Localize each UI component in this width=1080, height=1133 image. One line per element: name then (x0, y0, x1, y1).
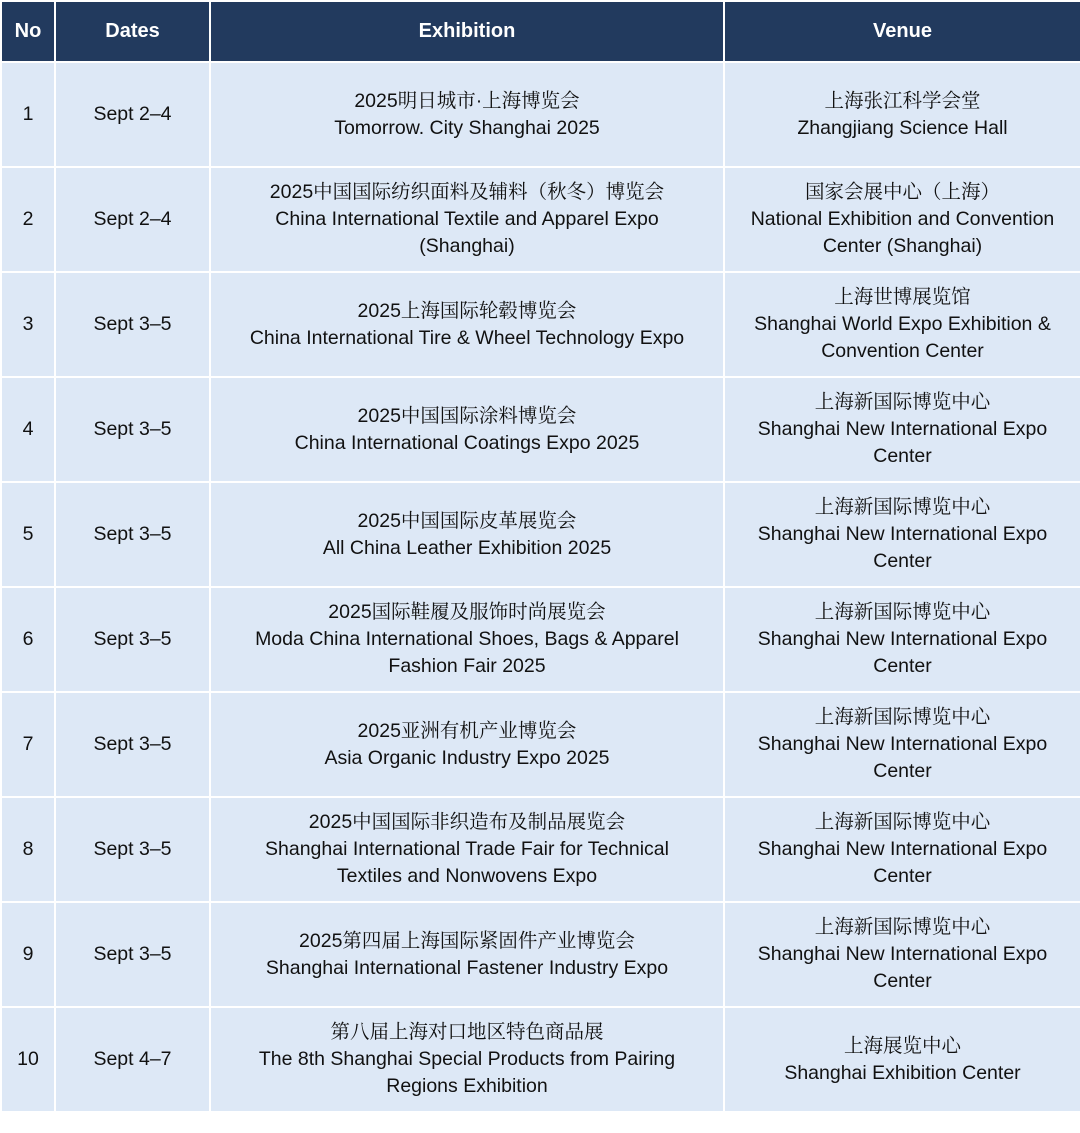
header-dates: Dates (55, 1, 210, 62)
cell-exhibition (210, 1007, 724, 1112)
venue-line: Convention Center (821, 340, 984, 362)
cell-venue (724, 587, 1080, 692)
header-row (1, 1, 1080, 62)
venue-line: Center (873, 865, 932, 887)
exhibition-line: 2025明日城市·上海博览会 (354, 89, 580, 112)
table-row (1, 377, 1080, 482)
venue-line: 上海新国际博览中心 (814, 391, 991, 413)
cell-venue (724, 482, 1080, 587)
exhibition-line: Textiles and Nonwovens Expo (336, 865, 598, 887)
venue-line: Shanghai New International Expo (757, 838, 1048, 860)
cell-exhibition (210, 482, 724, 587)
exhibition-line: Shanghai International Fastener Industry Expo (265, 956, 669, 979)
exhibition-line: All China Leather Exhibition 2025 (322, 536, 612, 559)
exhibition-line: The 8th Shanghai Special Products from Pairing (258, 1048, 676, 1070)
cell-dates: Sept 3–5 (55, 377, 210, 482)
cell-dates: Sept 2–4 (55, 167, 210, 272)
cell-venue (724, 1007, 1080, 1112)
venue-line: Shanghai New International Expo (757, 943, 1048, 965)
table-row (1, 167, 1080, 272)
venue-line: Shanghai Exhibition Center (784, 1061, 1021, 1084)
cell-venue (724, 377, 1080, 482)
cell-dates: Sept 3–5 (55, 482, 210, 587)
exhibition-line: Regions Exhibition (386, 1075, 548, 1097)
cell-dates: Sept 4–7 (55, 1007, 210, 1112)
cell-no: 8 (1, 797, 55, 902)
venue-line: Center (Shanghai) (822, 235, 983, 257)
table-row (1, 692, 1080, 797)
cell-exhibition (210, 692, 724, 797)
venue-line: 上海新国际博览中心 (814, 916, 991, 938)
header-no: No (1, 1, 55, 62)
cell-no: 7 (1, 692, 55, 797)
table-row (1, 62, 1080, 167)
venue-line: 上海世博展览馆 (834, 286, 971, 308)
exhibition-line: China International Tire & Wheel Technology Expo (249, 326, 685, 349)
cell-dates: Sept 3–5 (55, 272, 210, 377)
table-header (1, 1, 1080, 62)
exhibition-line: Moda China International Shoes, Bags & Apparel (255, 628, 679, 650)
venue-line: 上海展览中心 (843, 1034, 961, 1057)
table-body (1, 62, 1080, 1112)
exhibition-line: Tomorrow. City Shanghai 2025 (334, 116, 600, 139)
cell-no: 4 (1, 377, 55, 482)
venue-line: Shanghai New International Expo (757, 733, 1048, 755)
venue-line: Zhangjiang Science Hall (797, 116, 1008, 139)
cell-no: 9 (1, 902, 55, 1007)
cell-venue (724, 272, 1080, 377)
exhibition-line: China International Coatings Expo 2025 (294, 431, 640, 454)
table-row (1, 272, 1080, 377)
exhibition-line: Fashion Fair 2025 (388, 655, 546, 677)
table-row (1, 1007, 1080, 1112)
cell-venue (724, 167, 1080, 272)
venue-line: Shanghai New International Expo (757, 523, 1048, 545)
cell-no: 1 (1, 62, 55, 167)
exhibition-line: 2025亚洲有机产业博览会 (357, 719, 577, 742)
exhibition-line: 2025中国国际非织造布及制品展览会 (308, 811, 626, 833)
cell-venue (724, 62, 1080, 167)
exhibition-line: 2025中国国际涂料博览会 (357, 404, 577, 427)
exhibition-line: 2025中国国际皮革展览会 (357, 509, 577, 532)
venue-line: 上海新国际博览中心 (814, 811, 991, 833)
cell-exhibition (210, 62, 724, 167)
cell-venue (724, 692, 1080, 797)
exhibition-line: 2025上海国际轮毂博览会 (357, 299, 577, 322)
exhibition-line: 2025国际鞋履及服饰时尚展览会 (328, 601, 606, 623)
venue-line: 上海新国际博览中心 (814, 496, 991, 518)
header-venue: Venue (724, 1, 1080, 62)
cell-exhibition (210, 272, 724, 377)
exhibition-line: 第八届上海对口地区特色商品展 (330, 1021, 604, 1043)
venue-line: Center (873, 760, 932, 782)
cell-exhibition (210, 377, 724, 482)
cell-venue (724, 797, 1080, 902)
cell-exhibition (210, 902, 724, 1007)
exhibition-line: China International Textile and Apparel Expo (275, 208, 659, 230)
cell-dates: Sept 3–5 (55, 797, 210, 902)
cell-exhibition (210, 797, 724, 902)
cell-exhibition (210, 167, 724, 272)
venue-line: Shanghai World Expo Exhibition & (754, 313, 1051, 335)
cell-dates: Sept 2–4 (55, 62, 210, 167)
venue-line: 国家会展中心（上海） (804, 181, 1000, 203)
table-row (1, 797, 1080, 902)
cell-dates: Sept 3–5 (55, 587, 210, 692)
exhibition-line: 2025中国国际纺织面料及辅料（秋冬）博览会 (269, 181, 665, 203)
venue-line: Center (873, 970, 932, 992)
venue-line: 上海新国际博览中心 (814, 706, 991, 728)
exhibition-line: Shanghai International Trade Fair for Technical (265, 838, 669, 860)
table-row (1, 482, 1080, 587)
cell-no: 10 (1, 1007, 55, 1112)
exhibition-line: (Shanghai) (419, 235, 515, 257)
table-row (1, 587, 1080, 692)
cell-dates: Sept 3–5 (55, 902, 210, 1007)
venue-line: Center (873, 550, 932, 572)
cell-no: 3 (1, 272, 55, 377)
exhibition-line: 2025第四届上海国际紧固件产业博览会 (299, 929, 635, 952)
venue-line: Shanghai New International Expo (757, 628, 1048, 650)
venue-line: 上海新国际博览中心 (814, 601, 991, 623)
cell-no: 6 (1, 587, 55, 692)
venue-line: Shanghai New International Expo (757, 418, 1048, 440)
cell-no: 5 (1, 482, 55, 587)
header-exhibition: Exhibition (210, 1, 724, 62)
cell-venue (724, 902, 1080, 1007)
venue-line: Center (873, 445, 932, 467)
venue-line: Center (873, 655, 932, 677)
table-row (1, 902, 1080, 1007)
exhibition-line: Asia Organic Industry Expo 2025 (324, 746, 610, 769)
cell-dates: Sept 3–5 (55, 692, 210, 797)
cell-exhibition (210, 587, 724, 692)
venue-line: 上海张江科学会堂 (824, 89, 981, 112)
cell-no: 2 (1, 167, 55, 272)
venue-line: National Exhibition and Convention (750, 208, 1055, 230)
